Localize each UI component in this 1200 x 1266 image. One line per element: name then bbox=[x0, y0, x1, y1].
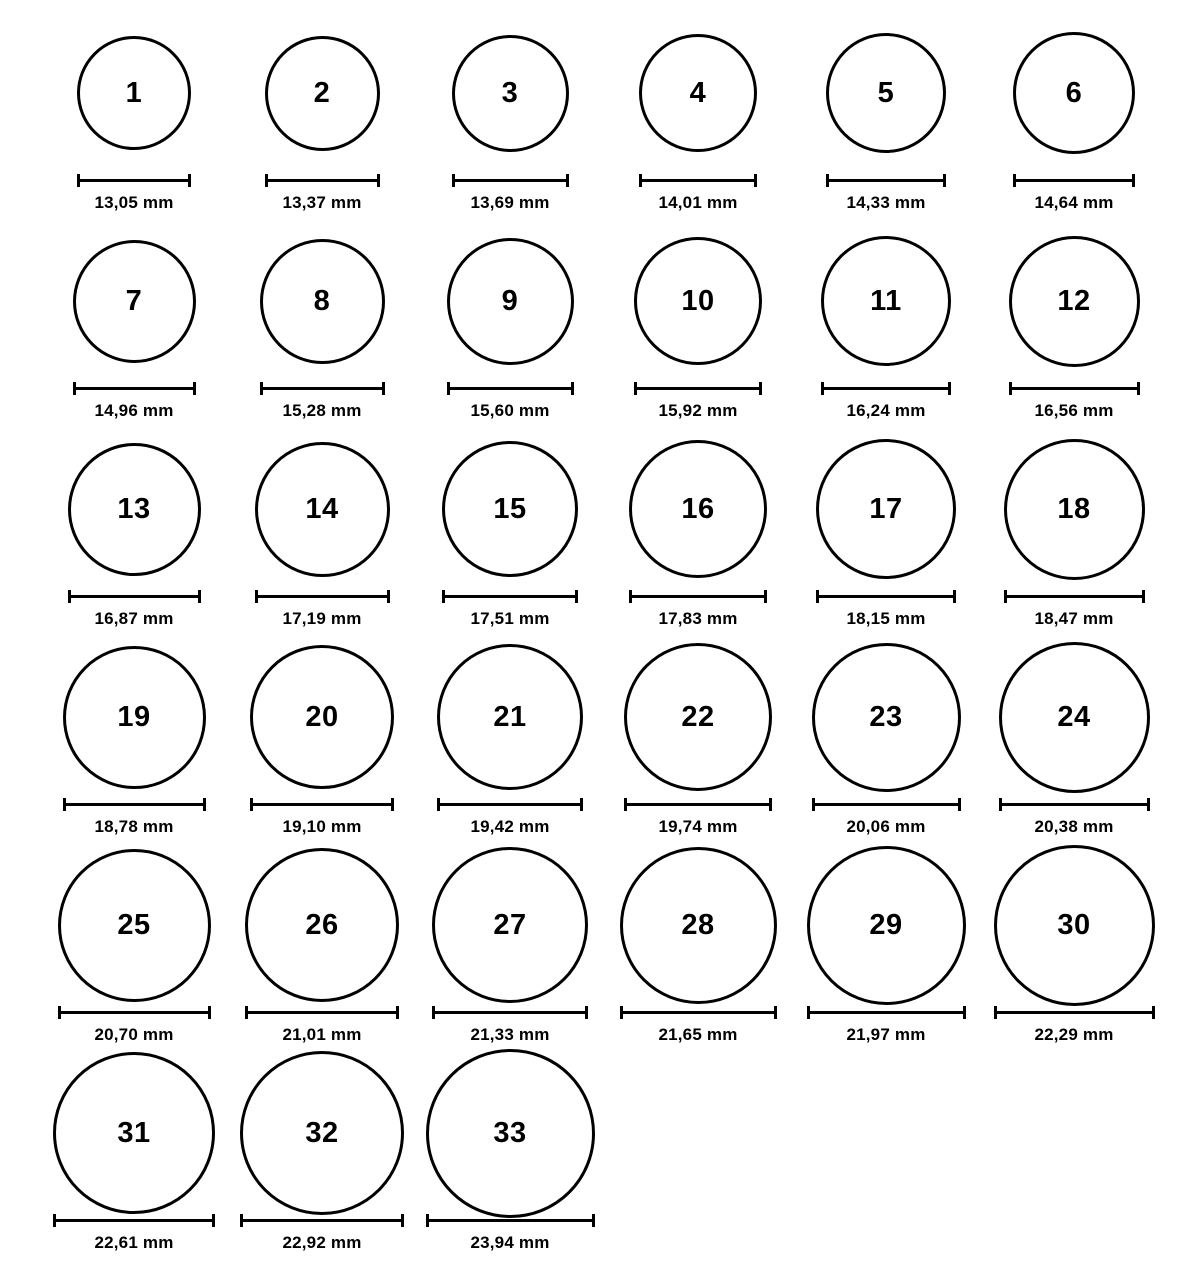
ring-size-row bbox=[40, 434, 1168, 642]
ring-size-number: 20 bbox=[305, 700, 339, 733]
ring-diameter-label: 22,92 mm bbox=[282, 1233, 362, 1252]
ring-size-cell[interactable] bbox=[980, 434, 1168, 642]
ring-circle bbox=[807, 846, 966, 1005]
ring-size-number: 11 bbox=[870, 284, 902, 317]
ring-circle-area bbox=[250, 642, 394, 792]
ring-circle-area bbox=[1004, 434, 1145, 584]
ring-diameter-label: 16,24 mm bbox=[846, 401, 926, 420]
ring-size-number: 24 bbox=[1057, 700, 1091, 733]
ring-circle bbox=[999, 642, 1150, 793]
ring-measure-area bbox=[63, 792, 206, 850]
ring-diameter-label: 19,10 mm bbox=[282, 817, 362, 836]
ring-measure-area bbox=[260, 376, 385, 434]
caliper-icon bbox=[826, 174, 946, 186]
ring-measure-area bbox=[999, 792, 1150, 850]
caliper-icon bbox=[629, 590, 767, 602]
ring-size-number: 19 bbox=[117, 700, 151, 733]
ring-measure-area bbox=[826, 168, 946, 226]
ring-diameter-label: 18,78 mm bbox=[94, 817, 174, 836]
ring-size-number: 14 bbox=[305, 492, 339, 525]
ring-circle-area bbox=[452, 18, 569, 168]
ring-measure-area bbox=[624, 792, 772, 850]
caliper-icon bbox=[58, 1006, 211, 1018]
ring-size-row bbox=[40, 642, 1168, 850]
ring-size-number: 17 bbox=[869, 492, 903, 525]
ring-size-row bbox=[40, 1058, 1168, 1266]
ring-circle-area bbox=[432, 850, 588, 1000]
caliper-icon bbox=[624, 798, 772, 810]
ring-size-number: 9 bbox=[501, 284, 519, 317]
ring-diameter-label: 21,65 mm bbox=[658, 1025, 738, 1044]
caliper-icon bbox=[452, 174, 569, 186]
ring-diameter-label: 17,83 mm bbox=[658, 609, 738, 628]
ring-size-cell[interactable] bbox=[792, 18, 980, 226]
ring-measure-area bbox=[442, 584, 578, 642]
ring-circle-area bbox=[994, 850, 1155, 1000]
caliper-icon bbox=[68, 590, 201, 602]
ring-measure-area bbox=[629, 584, 767, 642]
ring-diameter-label: 15,92 mm bbox=[658, 401, 738, 420]
ring-size-cell[interactable] bbox=[228, 226, 416, 434]
ring-measure-area bbox=[447, 376, 574, 434]
ring-circle-area bbox=[442, 434, 578, 584]
ring-circle bbox=[240, 1051, 404, 1215]
ring-diameter-label: 19,42 mm bbox=[470, 817, 550, 836]
ring-diameter-label: 20,70 mm bbox=[94, 1025, 174, 1044]
ring-circle-area bbox=[240, 1058, 404, 1208]
ring-size-cell[interactable] bbox=[792, 850, 980, 1058]
ring-circle bbox=[77, 36, 191, 150]
ring-size-number: 8 bbox=[313, 284, 331, 317]
ring-circle-area bbox=[63, 642, 206, 792]
ring-size-number: 13 bbox=[117, 492, 151, 525]
ring-measure-area bbox=[821, 376, 951, 434]
ring-circle-area bbox=[999, 642, 1150, 792]
ring-size-number: 16 bbox=[681, 492, 715, 525]
ring-circle bbox=[634, 237, 762, 365]
caliper-icon bbox=[53, 1214, 215, 1226]
ring-circle bbox=[452, 35, 569, 152]
caliper-icon bbox=[639, 174, 757, 186]
ring-size-cell[interactable] bbox=[980, 642, 1168, 850]
ring-circle-area bbox=[629, 434, 767, 584]
ring-measure-area bbox=[634, 376, 762, 434]
ring-size-number: 25 bbox=[117, 908, 151, 941]
ring-diameter-label: 21,33 mm bbox=[470, 1025, 550, 1044]
ring-diameter-label: 17,19 mm bbox=[282, 609, 362, 628]
ring-circle bbox=[620, 847, 777, 1004]
caliper-icon bbox=[240, 1214, 404, 1226]
ring-size-number: 27 bbox=[493, 908, 527, 941]
ring-size-cell[interactable] bbox=[604, 642, 792, 850]
ring-size-cell[interactable] bbox=[228, 434, 416, 642]
ring-measure-area bbox=[994, 1000, 1155, 1058]
ring-measure-area bbox=[245, 1000, 399, 1058]
ring-measure-area bbox=[639, 168, 757, 226]
caliper-icon bbox=[807, 1006, 966, 1018]
ring-diameter-label: 16,56 mm bbox=[1034, 401, 1114, 420]
ring-circle bbox=[245, 848, 399, 1002]
ring-circle-area bbox=[53, 1058, 215, 1208]
ring-diameter-label: 14,33 mm bbox=[846, 193, 926, 212]
caliper-icon bbox=[265, 174, 380, 186]
ring-circle bbox=[826, 33, 946, 153]
ring-circle bbox=[265, 36, 380, 151]
ring-diameter-label: 13,37 mm bbox=[282, 193, 362, 212]
ring-circle bbox=[53, 1052, 215, 1214]
ring-diameter-label: 18,15 mm bbox=[846, 609, 926, 628]
ring-circle-area bbox=[821, 226, 951, 376]
caliper-icon bbox=[994, 1006, 1155, 1018]
ring-size-number: 2 bbox=[313, 76, 331, 109]
ring-circle bbox=[1013, 32, 1135, 154]
caliper-icon bbox=[821, 382, 951, 394]
ring-size-number: 31 bbox=[117, 1116, 151, 1149]
ring-diameter-label: 15,28 mm bbox=[282, 401, 362, 420]
ring-circle bbox=[629, 440, 767, 578]
ring-size-cell[interactable] bbox=[604, 226, 792, 434]
ring-size-cell[interactable] bbox=[228, 1058, 416, 1266]
ring-circle bbox=[1009, 236, 1140, 367]
ring-circle-area bbox=[437, 642, 583, 792]
ring-size-number: 28 bbox=[681, 908, 715, 941]
ring-size-cell[interactable] bbox=[416, 1058, 604, 1266]
ring-size-number: 18 bbox=[1057, 492, 1091, 525]
ring-circle-area bbox=[812, 642, 961, 792]
ring-circle bbox=[816, 439, 956, 579]
ring-size-cell[interactable] bbox=[980, 18, 1168, 226]
caliper-icon bbox=[1009, 382, 1140, 394]
ring-circle-area bbox=[624, 642, 772, 792]
ring-measure-area bbox=[68, 584, 201, 642]
ring-circle-area bbox=[826, 18, 946, 168]
ring-measure-area bbox=[255, 584, 390, 642]
ring-circle bbox=[426, 1049, 595, 1218]
caliper-icon bbox=[255, 590, 390, 602]
ring-diameter-label: 19,74 mm bbox=[658, 817, 738, 836]
ring-circle-area bbox=[816, 434, 956, 584]
ring-diameter-label: 14,01 mm bbox=[658, 193, 738, 212]
ring-size-number: 7 bbox=[125, 284, 143, 317]
ring-circle bbox=[442, 441, 578, 577]
ring-size-number: 10 bbox=[681, 284, 715, 317]
ring-circle bbox=[68, 443, 201, 576]
ring-circle bbox=[1004, 439, 1145, 580]
ring-size-number: 26 bbox=[305, 908, 339, 941]
ring-circle bbox=[250, 645, 394, 789]
caliper-icon bbox=[812, 798, 961, 810]
ring-size-number: 15 bbox=[493, 492, 527, 525]
caliper-icon bbox=[63, 798, 206, 810]
ring-circle bbox=[73, 240, 196, 363]
ring-size-cell[interactable] bbox=[40, 226, 228, 434]
ring-measure-area bbox=[73, 376, 196, 434]
ring-diameter-label: 23,94 mm bbox=[470, 1233, 550, 1252]
ring-size-cell[interactable] bbox=[228, 18, 416, 226]
ring-size-number: 3 bbox=[501, 76, 519, 109]
ring-measure-area bbox=[265, 168, 380, 226]
ring-size-number: 12 bbox=[1057, 284, 1091, 317]
ring-circle-area bbox=[265, 18, 380, 168]
ring-size-cell[interactable] bbox=[40, 18, 228, 226]
ring-size-number: 30 bbox=[1057, 908, 1091, 941]
ring-size-number: 5 bbox=[877, 76, 895, 109]
caliper-icon bbox=[260, 382, 385, 394]
ring-measure-area bbox=[1004, 584, 1145, 642]
ring-size-cell[interactable] bbox=[416, 18, 604, 226]
ring-circle bbox=[639, 34, 757, 152]
ring-circle-area bbox=[1009, 226, 1140, 376]
ring-size-cell[interactable] bbox=[416, 850, 604, 1058]
ring-measure-area bbox=[1013, 168, 1135, 226]
ring-measure-area bbox=[816, 584, 956, 642]
ring-size-cell[interactable] bbox=[40, 850, 228, 1058]
ring-circle bbox=[437, 644, 583, 790]
ring-measure-area bbox=[1009, 376, 1140, 434]
ring-measure-area bbox=[77, 168, 191, 226]
ring-circle-area bbox=[73, 226, 196, 376]
caliper-icon bbox=[73, 382, 196, 394]
ring-diameter-label: 13,05 mm bbox=[94, 193, 174, 212]
ring-circle-area bbox=[620, 850, 777, 1000]
ring-size-number: 32 bbox=[305, 1116, 339, 1149]
ring-diameter-label: 14,96 mm bbox=[94, 401, 174, 420]
ring-size-cell[interactable] bbox=[228, 642, 416, 850]
ring-size-cell[interactable] bbox=[40, 1058, 228, 1266]
ring-size-cell[interactable] bbox=[416, 642, 604, 850]
ring-size-row bbox=[40, 850, 1168, 1058]
ring-size-number: 4 bbox=[689, 76, 707, 109]
ring-circle bbox=[821, 236, 951, 366]
caliper-icon bbox=[447, 382, 574, 394]
ring-circle bbox=[624, 643, 772, 791]
ring-diameter-label: 17,51 mm bbox=[470, 609, 550, 628]
ring-measure-area bbox=[426, 1208, 595, 1266]
ring-circle bbox=[447, 238, 574, 365]
ring-circle bbox=[58, 849, 211, 1002]
caliper-icon bbox=[634, 382, 762, 394]
ring-circle bbox=[994, 845, 1155, 1006]
ring-size-number: 21 bbox=[493, 700, 527, 733]
caliper-icon bbox=[1004, 590, 1145, 602]
ring-size-cell[interactable] bbox=[228, 850, 416, 1058]
ring-circle-area bbox=[639, 18, 757, 168]
ring-circle-area bbox=[634, 226, 762, 376]
ring-diameter-label: 18,47 mm bbox=[1034, 609, 1114, 628]
ring-circle-area bbox=[1013, 18, 1135, 168]
ring-size-cell[interactable] bbox=[980, 226, 1168, 434]
ring-diameter-label: 15,60 mm bbox=[470, 401, 550, 420]
ring-measure-area bbox=[807, 1000, 966, 1058]
ring-measure-area bbox=[250, 792, 394, 850]
ring-size-number: 29 bbox=[869, 908, 903, 941]
ring-size-cell[interactable] bbox=[792, 642, 980, 850]
ring-circle bbox=[63, 646, 206, 789]
caliper-icon bbox=[999, 798, 1150, 810]
ring-size-cell[interactable] bbox=[604, 850, 792, 1058]
ring-circle-area bbox=[245, 850, 399, 1000]
caliper-icon bbox=[426, 1214, 595, 1226]
ring-diameter-label: 21,01 mm bbox=[282, 1025, 362, 1044]
ring-size-cell[interactable] bbox=[416, 226, 604, 434]
caliper-icon bbox=[77, 174, 191, 186]
ring-diameter-label: 22,29 mm bbox=[1034, 1025, 1114, 1044]
ring-size-number: 6 bbox=[1065, 76, 1083, 109]
ring-size-cell[interactable] bbox=[40, 434, 228, 642]
ring-circle-area bbox=[77, 18, 191, 168]
ring-measure-area bbox=[240, 1208, 404, 1266]
ring-circle bbox=[255, 442, 390, 577]
ring-size-row bbox=[40, 18, 1168, 226]
ring-measure-area bbox=[58, 1000, 211, 1058]
ring-size-cell[interactable] bbox=[604, 434, 792, 642]
ring-circle-area bbox=[807, 850, 966, 1000]
caliper-icon bbox=[620, 1006, 777, 1018]
ring-size-cell[interactable] bbox=[416, 434, 604, 642]
caliper-icon bbox=[432, 1006, 588, 1018]
ring-size-number: 33 bbox=[493, 1116, 527, 1149]
ring-diameter-label: 20,38 mm bbox=[1034, 817, 1114, 836]
ring-size-row bbox=[40, 226, 1168, 434]
ring-measure-area bbox=[620, 1000, 777, 1058]
caliper-icon bbox=[442, 590, 578, 602]
ring-size-number: 23 bbox=[869, 700, 903, 733]
caliper-icon bbox=[245, 1006, 399, 1018]
ring-measure-area bbox=[452, 168, 569, 226]
ring-size-cell[interactable] bbox=[40, 642, 228, 850]
ring-circle bbox=[260, 239, 385, 364]
ring-size-cell[interactable] bbox=[792, 226, 980, 434]
ring-diameter-label: 16,87 mm bbox=[94, 609, 174, 628]
ring-diameter-label: 21,97 mm bbox=[846, 1025, 926, 1044]
ring-circle-area bbox=[426, 1058, 595, 1208]
ring-diameter-label: 14,64 mm bbox=[1034, 193, 1114, 212]
ring-size-cell[interactable] bbox=[604, 18, 792, 226]
ring-circle bbox=[812, 643, 961, 792]
ring-circle-area bbox=[68, 434, 201, 584]
ring-size-cell[interactable] bbox=[792, 434, 980, 642]
ring-size-cell[interactable] bbox=[980, 850, 1168, 1058]
ring-measure-area bbox=[53, 1208, 215, 1266]
ring-diameter-label: 13,69 mm bbox=[470, 193, 550, 212]
ring-measure-area bbox=[812, 792, 961, 850]
ring-circle-area bbox=[260, 226, 385, 376]
ring-circle-area bbox=[255, 434, 390, 584]
ring-circle-area bbox=[58, 850, 211, 1000]
caliper-icon bbox=[1013, 174, 1135, 186]
ring-diameter-label: 22,61 mm bbox=[94, 1233, 174, 1252]
ring-size-number: 1 bbox=[125, 76, 143, 109]
caliper-icon bbox=[437, 798, 583, 810]
ring-diameter-label: 20,06 mm bbox=[846, 817, 926, 836]
caliper-icon bbox=[816, 590, 956, 602]
ring-measure-area bbox=[437, 792, 583, 850]
ring-circle-area bbox=[447, 226, 574, 376]
ring-circle bbox=[432, 847, 588, 1003]
ring-size-number: 22 bbox=[681, 700, 715, 733]
caliper-icon bbox=[250, 798, 394, 810]
